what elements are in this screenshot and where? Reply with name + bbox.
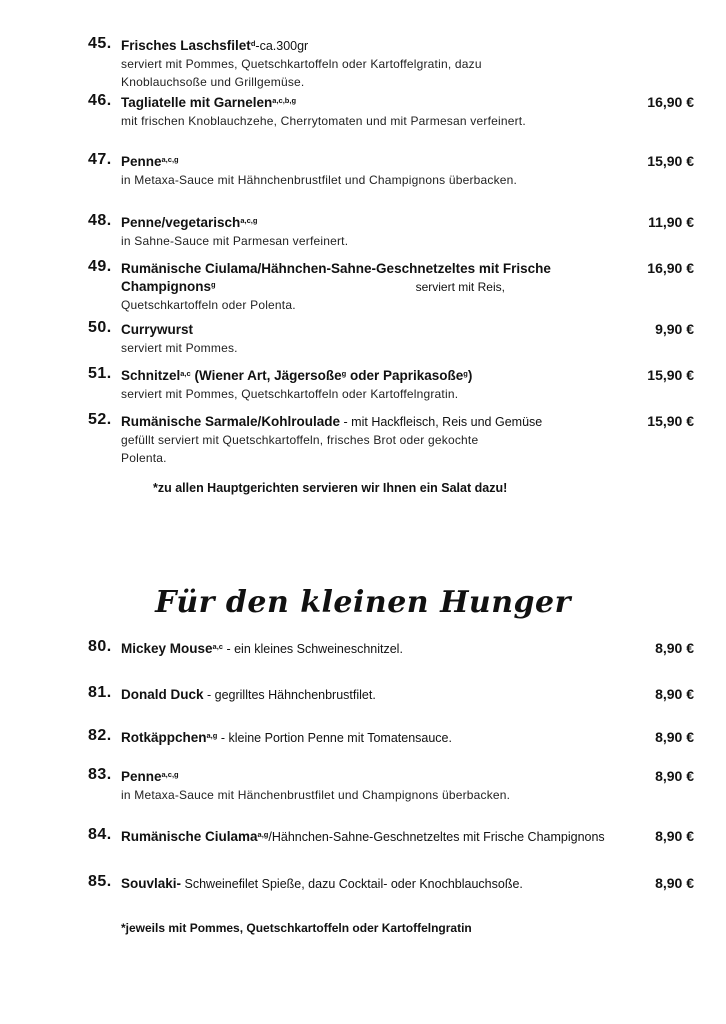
item-title <box>121 94 636 112</box>
item-name: Frisches Laschsfilet <box>121 38 251 53</box>
small-hunger-note: *jeweils mit Pommes, Quetschkartoffeln oder Kartoffelngratin <box>121 921 472 935</box>
item-description: in Sahne-Sauce mit Parmesan verfeinert. <box>121 234 349 248</box>
item-price: 8,90 € <box>655 875 694 891</box>
item-inline-description: Schweinefilet Spieße, dazu Cocktail- oder Knochblauchsoße. <box>181 877 523 891</box>
item-body <box>121 640 636 658</box>
item-inline-description: - mit Hackfleisch, Reis und Gemüse <box>340 415 543 429</box>
item-price: 16,90 € <box>647 94 694 110</box>
item-name: Mickey Mouse <box>121 641 213 656</box>
item-name: Rumänische Ciulama <box>121 829 258 844</box>
item-inline-description: - kleine Portion Penne mit Tomatensauce. <box>217 731 452 745</box>
item-name-suffix: (Wiener Art, Jägersoße <box>190 368 342 383</box>
item-price: 8,90 € <box>655 729 694 745</box>
item-price: 9,90 € <box>655 321 694 337</box>
item-body <box>121 37 636 91</box>
item-name-suffix: oder Paprikasoße <box>346 368 464 383</box>
allergen-codes: a,g <box>257 830 269 839</box>
item-name: Penne/vegetarisch <box>121 215 241 230</box>
item-inline-description: - gegrilltes Hähnchenbrustfilet. <box>203 688 376 702</box>
item-title <box>121 260 636 296</box>
item-title <box>121 321 636 339</box>
item-name-suffix: ) <box>467 368 473 383</box>
item-number: 46. <box>88 92 112 109</box>
item-inline-description: serviert mit Reis, <box>415 280 505 294</box>
item-inline-description: -ca.300gr <box>255 39 309 53</box>
allergen-codes: g <box>463 369 468 378</box>
item-body <box>121 94 636 130</box>
item-title <box>121 828 636 846</box>
item-number: 47. <box>88 151 112 168</box>
item-name: Souvlaki- <box>121 876 182 891</box>
item-title <box>121 214 636 232</box>
item-inline-description: - ein kleines Schweineschnitzel. <box>222 642 403 656</box>
item-price: 8,90 € <box>655 640 694 656</box>
item-title <box>121 729 636 747</box>
allergen-codes: d <box>250 39 256 48</box>
item-price: 15,90 € <box>647 413 694 429</box>
item-number: 80. <box>88 638 112 655</box>
item-number: 50. <box>88 319 112 336</box>
item-name: Tagliatelle mit Garnelen <box>121 95 273 110</box>
item-price: 11,90 € <box>648 214 694 230</box>
item-price: 15,90 € <box>647 367 694 383</box>
section-heading: Für den kleinen Hunger <box>155 585 571 620</box>
item-number: 48. <box>88 212 112 229</box>
allergen-codes: a,c <box>212 642 223 651</box>
item-description: Knoblauchsoße und Grillgemüse. <box>121 75 305 89</box>
item-name: Donald Duck <box>121 687 204 702</box>
item-body <box>121 768 636 804</box>
allergen-codes: g <box>341 369 347 378</box>
item-body <box>121 321 636 357</box>
item-price: 8,90 € <box>655 828 694 844</box>
item-number: 82. <box>88 727 112 744</box>
item-number: 49. <box>88 258 112 275</box>
item-name: Currywurst <box>121 322 194 337</box>
item-title <box>121 686 636 704</box>
item-name: Penne <box>121 154 162 169</box>
allergen-codes: g <box>211 280 216 289</box>
item-body <box>121 260 636 314</box>
item-description: Quetschkartoffeln oder Polenta. <box>121 298 296 312</box>
allergen-codes: a,g <box>206 731 218 740</box>
item-inline-description: /Hähnchen-Sahne-Geschnetzeltes mit Frische Champignons <box>268 830 605 844</box>
item-number: 85. <box>88 873 112 890</box>
item-title <box>121 37 636 55</box>
item-name: Rumänische Sarmale/Kohlroulade <box>121 414 341 429</box>
main-dishes-note: *zu allen Hauptgerichten servieren wir Ihnen ein Salat dazu! <box>153 481 508 495</box>
item-name: Penne <box>121 769 162 784</box>
item-price: 8,90 € <box>655 686 694 702</box>
item-body <box>121 153 636 189</box>
item-title <box>121 640 636 658</box>
item-description: serviert mit Pommes, Quetschkartoffeln oder Kartoffelgratin, dazu <box>121 57 482 71</box>
item-body <box>121 367 636 403</box>
item-body <box>121 875 636 893</box>
item-description: gefüllt serviert mit Quetschkartoffeln, frisches Brot oder gekochte <box>121 433 479 447</box>
item-name: Rumänische Ciulama/Hähnchen-Sahne-Geschnetzeltes mit Frische Champignons <box>121 261 551 294</box>
item-body <box>121 729 636 747</box>
item-body <box>121 413 636 467</box>
item-name: Schnitzel <box>121 368 181 383</box>
allergen-codes: a,c,g <box>240 216 258 225</box>
item-description: serviert mit Pommes. <box>121 341 238 355</box>
item-description: mit frischen Knoblauchzehe, Cherrytomaten und mit Parmesan verfeinert. <box>121 114 526 128</box>
item-body <box>121 828 636 846</box>
item-number: 52. <box>88 411 112 428</box>
item-price: 15,90 € <box>647 153 694 169</box>
item-body <box>121 214 636 250</box>
item-description: in Metaxa-Sauce mit Hähnchenbrustfilet und Champignons überbacken. <box>121 173 518 187</box>
item-description: Polenta. <box>121 451 167 465</box>
item-title <box>121 153 636 171</box>
item-description: serviert mit Pommes, Quetschkartoffeln oder Kartoffelngratin. <box>121 387 459 401</box>
item-title <box>121 768 636 786</box>
allergen-codes: a,c <box>180 369 191 378</box>
item-number: 83. <box>88 766 112 783</box>
allergen-codes: a,c,b,g <box>272 96 297 105</box>
item-body <box>121 686 636 704</box>
item-title <box>121 413 636 431</box>
allergen-codes: a,c,g <box>161 770 179 779</box>
item-number: 51. <box>88 365 112 382</box>
item-price: 16,90 € <box>647 260 694 276</box>
item-name: Rotkäppchen <box>121 730 207 745</box>
item-number: 84. <box>88 826 112 843</box>
allergen-codes: a,c,g <box>161 155 179 164</box>
item-description: in Metaxa-Sauce mit Hänchenbrustfilet und Champignons überbacken. <box>121 788 511 802</box>
item-number: 81. <box>88 684 112 701</box>
item-number: 45. <box>88 35 112 52</box>
item-price: 8,90 € <box>655 768 694 784</box>
item-title <box>121 367 636 385</box>
item-title <box>121 875 636 893</box>
